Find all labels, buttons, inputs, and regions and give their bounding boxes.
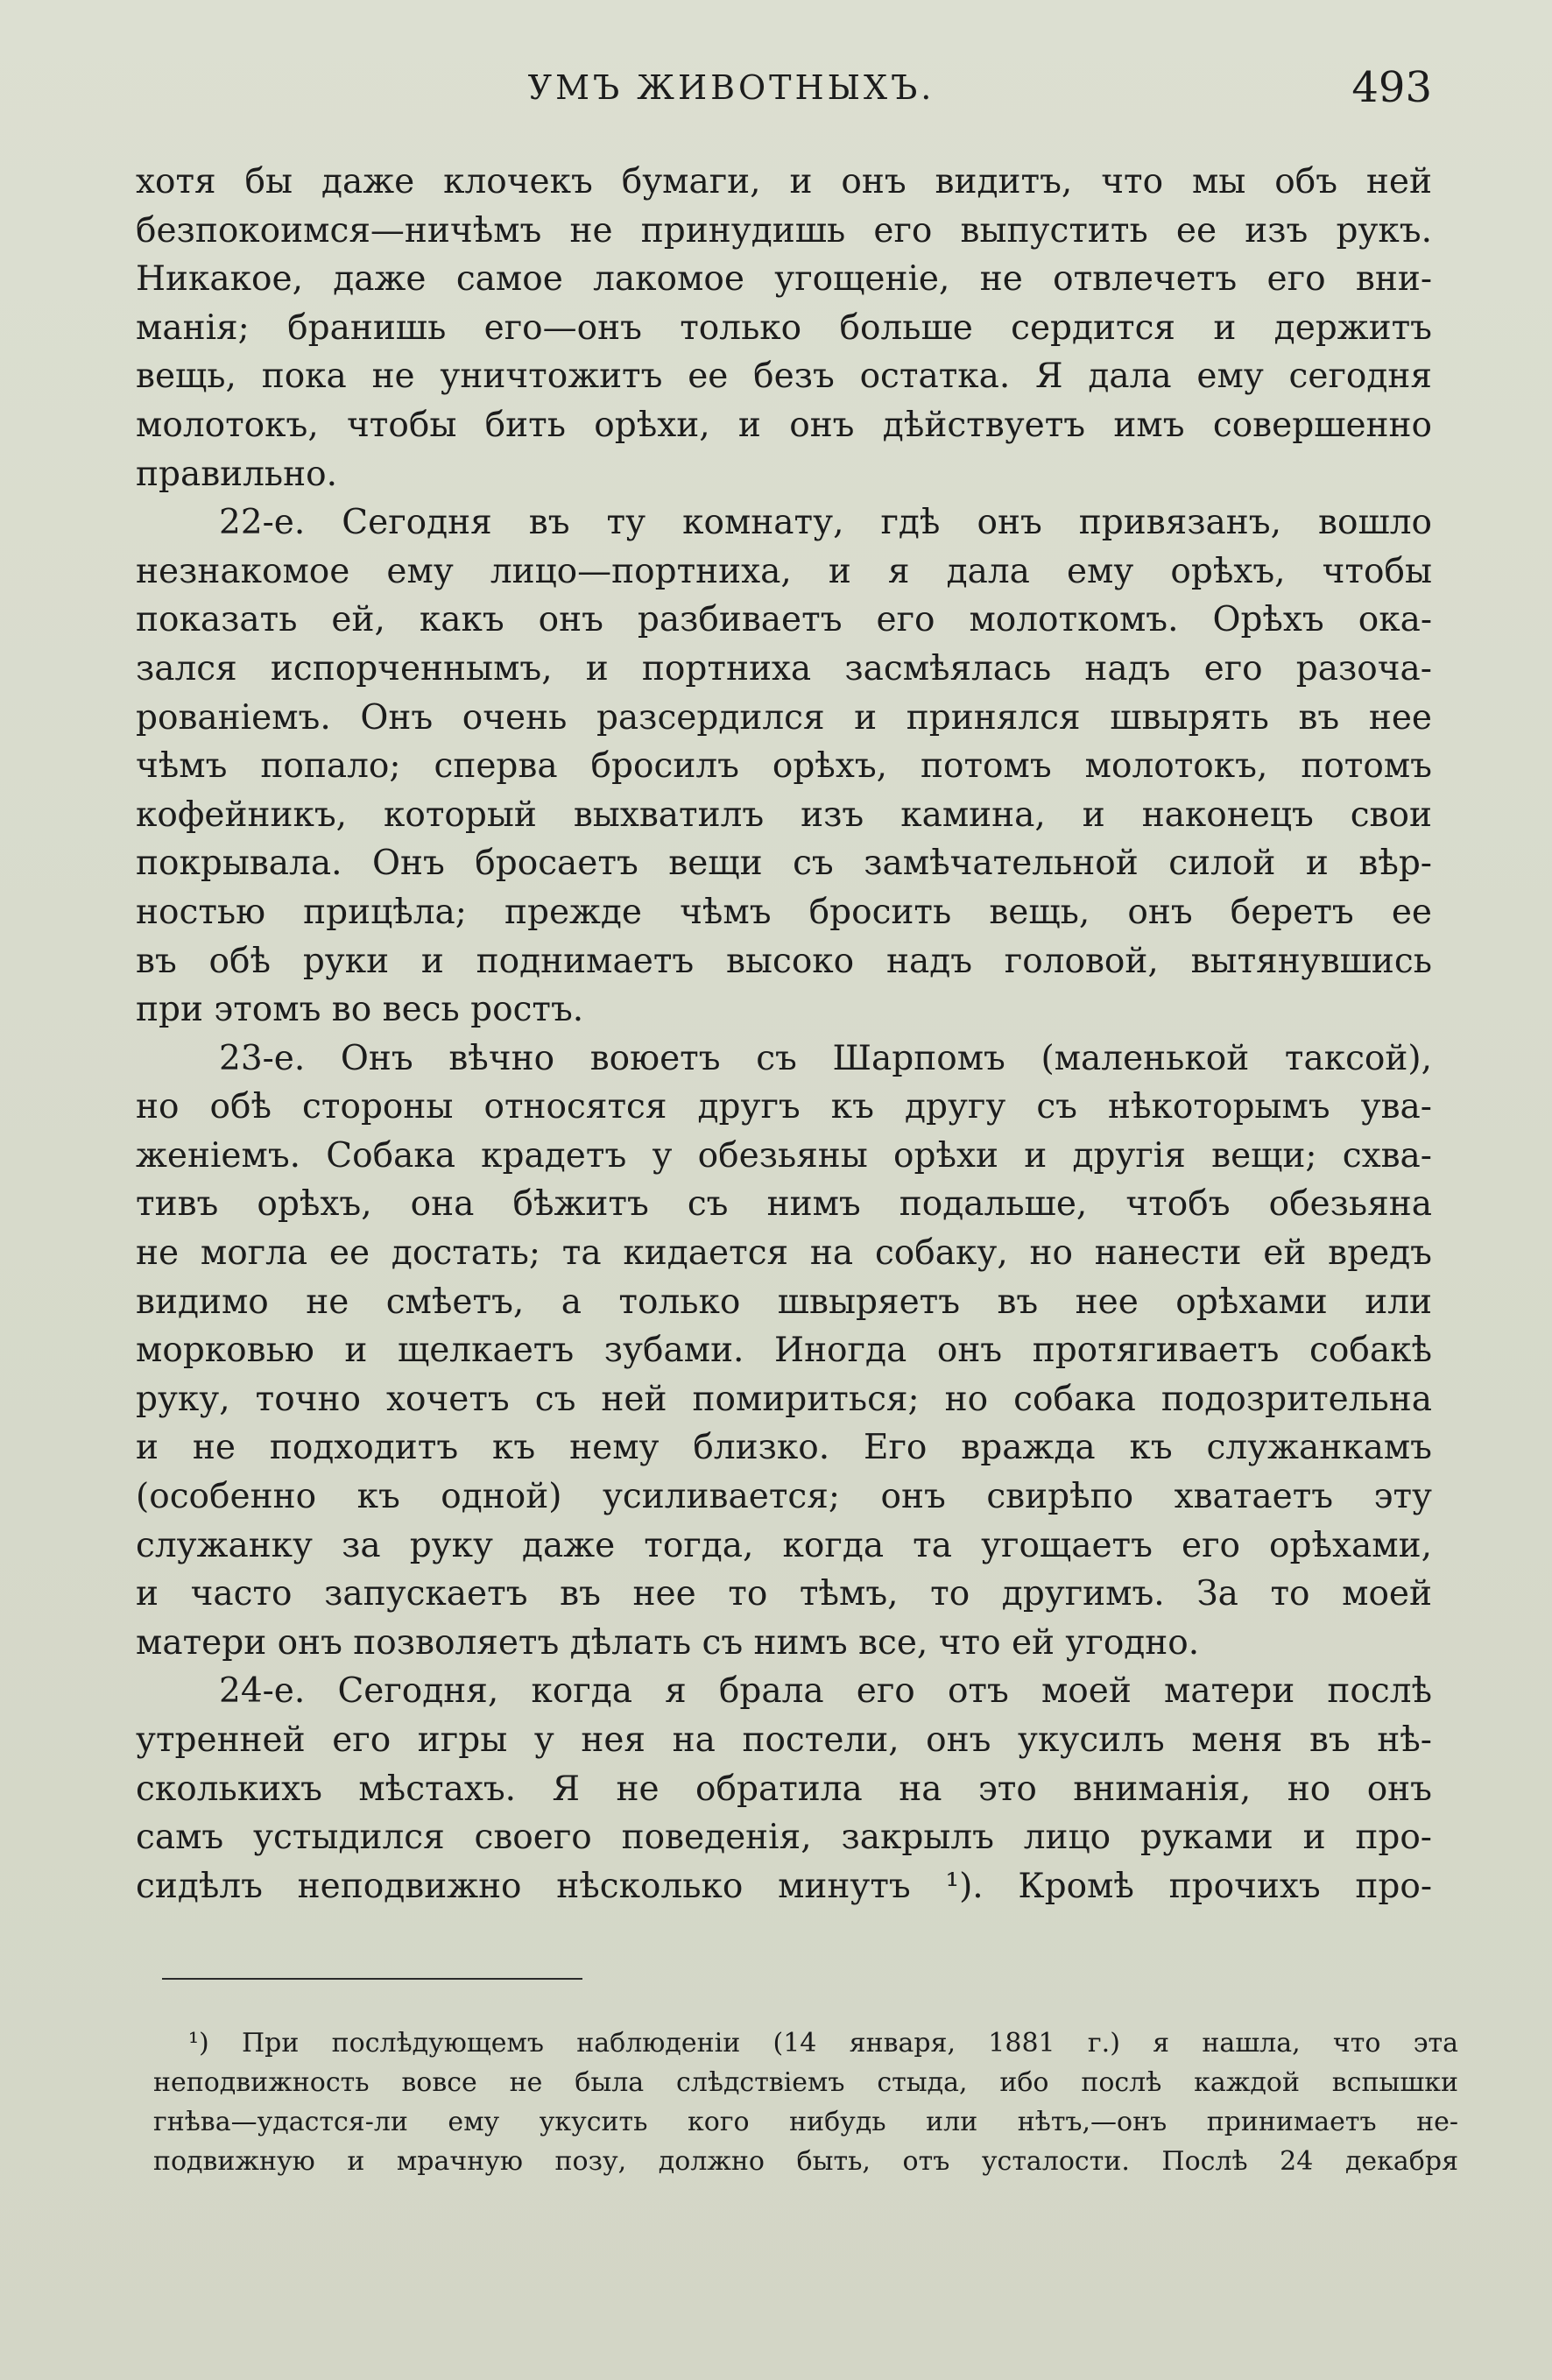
text-line: Никакое, даже самое лакомое угощеніе, не отвлечетъ его вни- xyxy=(136,259,1432,300)
text-line: не могла ее достать; та кидается на собаку, но нанести ей вредъ xyxy=(136,1233,1432,1274)
text-line: но обѣ стороны относятся другъ къ другу съ нѣкоторымъ ува- xyxy=(136,1087,1432,1127)
text-line: (особенно къ одной) усиливается; онъ свирѣпо хватаетъ эту xyxy=(136,1477,1432,1517)
page-number: 493 xyxy=(1351,63,1432,112)
text-line: 24-е. Сегодня, когда я брала его отъ моей матери послѣ xyxy=(219,1671,1432,1712)
text-line: 22-е. Сегодня въ ту комнату, гдѣ онъ привязанъ, вошло xyxy=(219,503,1432,543)
text-line: молотокъ, чтобы бить орѣхи, и онъ дѣйствуетъ имъ совершенно xyxy=(136,405,1432,445)
text-line: рованіемъ. Онъ очень разсердился и принялся швырять въ нее xyxy=(136,697,1432,738)
text-line: морковью и щелкаетъ зубами. Иногда онъ протягиваетъ собакѣ xyxy=(136,1331,1432,1371)
footnote-line: гнѣва—удастся-ли ему укусить кого нибудь или нѣтъ,—онъ принимаетъ не- xyxy=(153,2107,1458,2137)
text-line: покрывала. Онъ бросаетъ вещи съ замѣчательной силой и вѣр- xyxy=(136,844,1432,884)
text-line: зался испорченнымъ, и портниха засмѣялась надъ его разоча- xyxy=(136,648,1432,689)
text-line: сколькихъ мѣстахъ. Я не обратила на это вниманія, но онъ xyxy=(136,1769,1432,1809)
footnote-divider xyxy=(162,1978,582,1980)
text-line: женіемъ. Собака крадетъ у обезьяны орѣхи и другія вещи; схва- xyxy=(136,1135,1432,1176)
running-title: УМЪ ЖИВОТНЫХЪ. xyxy=(527,68,935,107)
text-line: руку, точно хочетъ съ ней помириться; но собака подозрительна xyxy=(136,1379,1432,1419)
text-line: хотя бы даже клочекъ бумаги, и онъ видитъ, что мы объ ней xyxy=(136,162,1432,201)
text-line: безпокоимся—ничѣмъ не принудишь его выпустить ее изъ рукъ. xyxy=(136,210,1432,251)
text-line: въ обѣ руки и поднимаетъ высоко надъ головой, вытянувшись xyxy=(136,941,1432,981)
footnote-line: подвижную и мрачную позу, должно быть, отъ усталости. Послѣ 24 декабря xyxy=(153,2146,1458,2177)
text-line: 23-е. Онъ вѣчно воюетъ съ Шарпомъ (маленькой таксой), xyxy=(219,1038,1432,1078)
text-line: самъ устыдился своего поведенія, закрылъ лицо руками и про- xyxy=(136,1818,1432,1858)
text-line: при этомъ во весь ростъ. xyxy=(136,990,584,1030)
text-line: манія; бранишь его—онъ только больше сердится и держитъ xyxy=(136,307,1432,348)
text-line: чѣмъ попало; сперва бросилъ орѣхъ, потомъ молотокъ, потомъ xyxy=(136,746,1432,787)
text-line: вещь, пока не уничтожитъ ее безъ остатка. Я дала ему сегодня xyxy=(136,357,1432,397)
text-line: ностью прицѣла; прежде чѣмъ бросить вещь, онъ беретъ ее xyxy=(136,892,1432,932)
text-line: видимо не смѣетъ, а только швыряетъ въ нее орѣхами или xyxy=(136,1282,1432,1322)
text-line: незнакомое ему лицо—портниха, и я дала ему орѣхъ, чтобы xyxy=(136,551,1432,591)
text-line: матери онъ позволяетъ дѣлать съ нимъ все, что ей угодно. xyxy=(136,1622,1200,1663)
text-line: показать ей, какъ онъ разбиваетъ его молоткомъ. Орѣхъ ока- xyxy=(136,600,1432,640)
text-line: утренней его игры у нея на постели, онъ укусилъ меня въ нѣ- xyxy=(136,1720,1432,1760)
footnotes xyxy=(153,2023,1458,2181)
text-line: тивъ орѣхъ, она бѣжитъ съ нимъ подальше, чтобъ обезьяна xyxy=(136,1184,1432,1225)
text-line: кофейникъ, который выхватилъ изъ камина, и наконецъ свои xyxy=(136,795,1432,835)
text-line: правильно. xyxy=(136,454,338,494)
body-text xyxy=(136,158,1432,1910)
text-line: сидѣлъ неподвижно нѣсколько минутъ ¹). Кромѣ прочихъ про- xyxy=(136,1866,1432,1906)
text-line: и часто запускаетъ въ нее то тѣмъ, то другимъ. За то моей xyxy=(136,1574,1432,1614)
footnote-line: неподвижность вовсе не была слѣдствіемъ стыда, ибо послѣ каждой вспышки xyxy=(153,2067,1458,2098)
text-line: и не подходитъ къ нему близко. Его вражда къ служанкамъ xyxy=(136,1428,1432,1468)
text-line: служанку за руку даже тогда, когда та угощаетъ его орѣхами, xyxy=(136,1525,1432,1565)
running-head xyxy=(136,63,1432,124)
footnote-line: ¹) При послѣдующемъ наблюденіи (14 января, 1881 г.) я нашла, что эта xyxy=(188,2028,1458,2059)
